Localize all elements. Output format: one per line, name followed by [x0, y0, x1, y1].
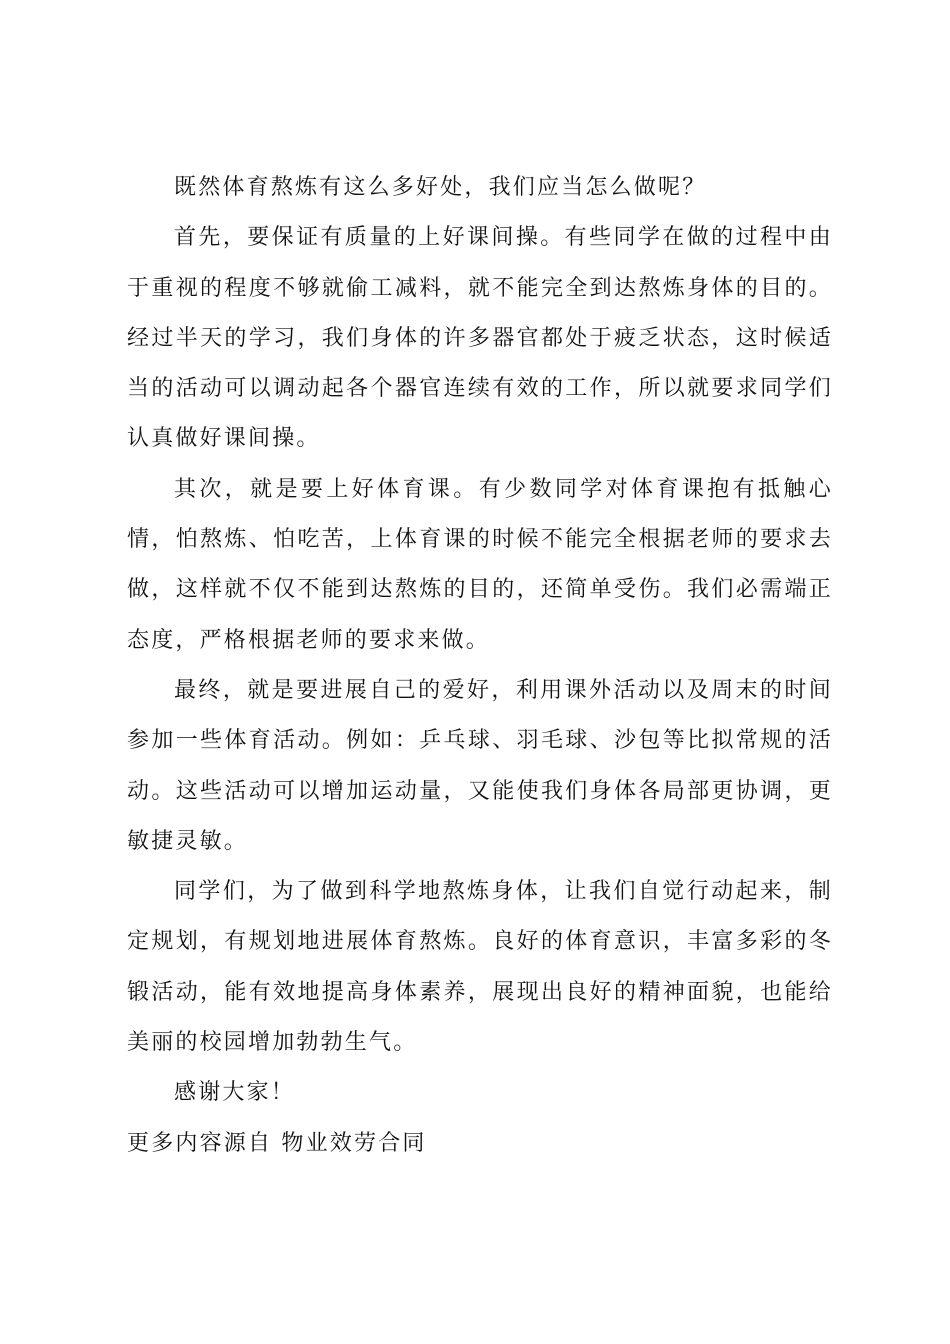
- paragraph-thanks: 感谢大家！: [174, 1080, 296, 1106]
- source-line: 更多内容源自 物业效劳合同: [127, 1130, 427, 1156]
- paragraph-conclusion: 同学们，为了做到科学地熬炼身体，让我们自觉行动起来，制定规划，有规划地进展体育熬炼。良好的体育意识，丰富多彩的冬锻活动，能有效地提高身体素养，展现出良好的精神面貌，也能给美丽的校园增加勃勃生气。: [127, 879, 833, 1056]
- document-body: [127, 163, 833, 1169]
- paragraph-second-point: 其次，就是要上好体育课。有少数同学对体育课抱有抵触心情，怕熬炼、怕吃苦，上体育课的时候不能完全根据老师的要求去做，这样就不仅不能到达熬炼的目的，还简单受伤。我们必需端正态度，严格根据老师的要求来做。: [127, 476, 833, 653]
- paragraph-third-point: 最终，就是要进展自己的爱好，利用课外活动以及周末的时间参加一些体育活动。例如：乒乓球、羽毛球、沙包等比拟常规的活动。这些活动可以增加运动量，又能使我们身体各局部更协调，更敏捷灵敏。: [127, 677, 833, 854]
- paragraph-first-point: 首先，要保证有质量的上好课间操。有些同学在做的过程中由于重视的程度不够就偷工减料，就不能完全到达熬炼身体的目的。经过半天的学习，我们身体的许多器官都处于疲乏状态，这时候适当的活动可以调动起各个器官连续有效的工作，所以就要求同学们认真做好课间操。: [127, 225, 833, 452]
- paragraph-intro-question: 既然体育熬炼有这么多好处，我们应当怎么做呢？: [174, 175, 707, 200]
